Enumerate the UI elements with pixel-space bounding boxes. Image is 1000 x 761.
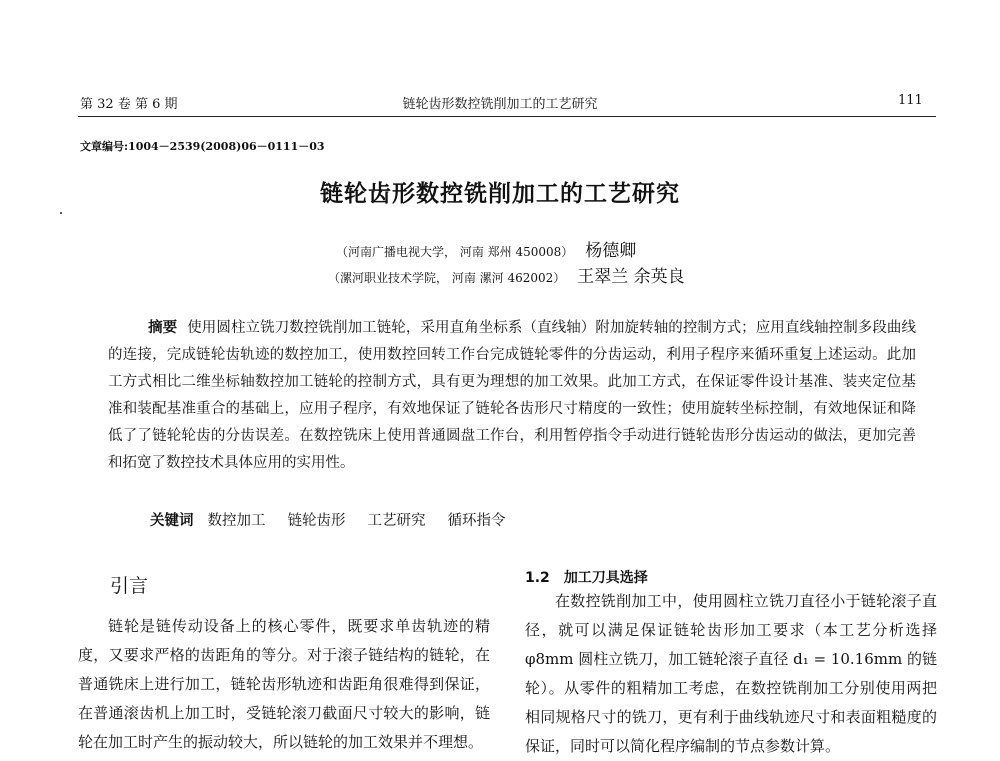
keyword: 循环指令 <box>447 513 506 529</box>
subsection-heading <box>525 567 662 587</box>
header-divider <box>78 116 936 117</box>
subsection-number: 1.2 <box>525 570 550 586</box>
author-name: 王翠兰 余英良 <box>577 267 685 287</box>
keyword: 数控加工 <box>207 513 266 529</box>
running-title: 链轮齿形数控铣削加工的工艺研究 <box>402 97 598 112</box>
introduction-paragraph: 链轮是链传动设备上的核心零件，既要求单齿轨迹的精度，又要求严格的齿距角的等分。对于滚子链结构的链轮，在普通铣床上进行加工，链轮齿形轨迹和齿距角很难得到保证，在普通滚齿机上加工时，受链轮滚刀截面尺寸较大的影响，链轮在加工时产生的振动较大，所以链轮的加工效果并不理想。 <box>78 617 490 751</box>
affiliation-line-2 <box>328 262 685 287</box>
scan-dot <box>60 212 62 214</box>
abstract-text: 使用圆柱立铣刀数控铣削加工链轮，采用直角坐标系（直线轴）附加旋转轴的控制方式；应用直线轴控制多段曲线的连接，完成链轮齿轨迹的数控加工，使用数控回转工作台完成链轮零件的分齿运动，利用子程序来循环重复上述运动。此加工方式相比二维坐标轴数控加工链轮的控制方式，具有更为理想的加工效果。此加工方式，在保证零件设计基准、装夹定位基准和装配基准重合的基础上，应用子程序，有效地保证了链轮各齿形尺寸精度的一致性；使用旋转坐标控制，有效地保证和降低了了链轮轮齿的分齿误差。在数控铣床上使用普通圆盘工作台，利用暂停指令手动进行链轮齿形分齿运动的做法，更加完善和拓宽了数控技术具体应用的实用性。 <box>108 320 916 471</box>
keyword: 工艺研究 <box>367 513 426 529</box>
page-title: 链轮齿形数控铣削加工的工艺研究 <box>320 181 680 207</box>
keywords <box>150 509 528 530</box>
journal-issue: 第 32 卷 第 6 期 <box>80 97 178 112</box>
page-number: 111 <box>898 93 923 108</box>
keywords-label: 关键词 <box>150 513 194 529</box>
section-heading-introduction: 引言 <box>110 575 149 597</box>
keyword: 链轮齿形 <box>287 513 346 529</box>
abstract <box>108 315 916 477</box>
affiliation-org: （河南广播电视大学， 河南 郑州 450008） <box>336 245 574 259</box>
affiliation-org: （漯河职业技术学院， 河南 漯河 462002） <box>328 271 566 285</box>
author-name: 杨德卿 <box>585 241 637 261</box>
abstract-label: 摘要 <box>148 320 178 336</box>
article-id: 文章编号:1004－2539(2008)06－0111－03 <box>80 140 325 153</box>
subsection-title: 加工刀具选择 <box>563 570 648 586</box>
affiliation-line-1 <box>336 236 636 261</box>
tool-selection-paragraph: 在数控铣削加工中，使用圆柱立铣刀直径小于链轮滚子直径，就可以满足保证链轮齿形加工要求（本工艺分析选择 φ8mm 圆柱立铣刀，加工链轮滚子直径 d₁ = 10.16mm 的链轮）。从零件的粗精加工考虑，在数控铣削加工分别使用两把相同规格尺寸的铣刀，更有利于曲线轨迹尺寸和表面粗糙度的保证，同时可以简化程序编制的节点参数计算。 <box>525 592 937 755</box>
